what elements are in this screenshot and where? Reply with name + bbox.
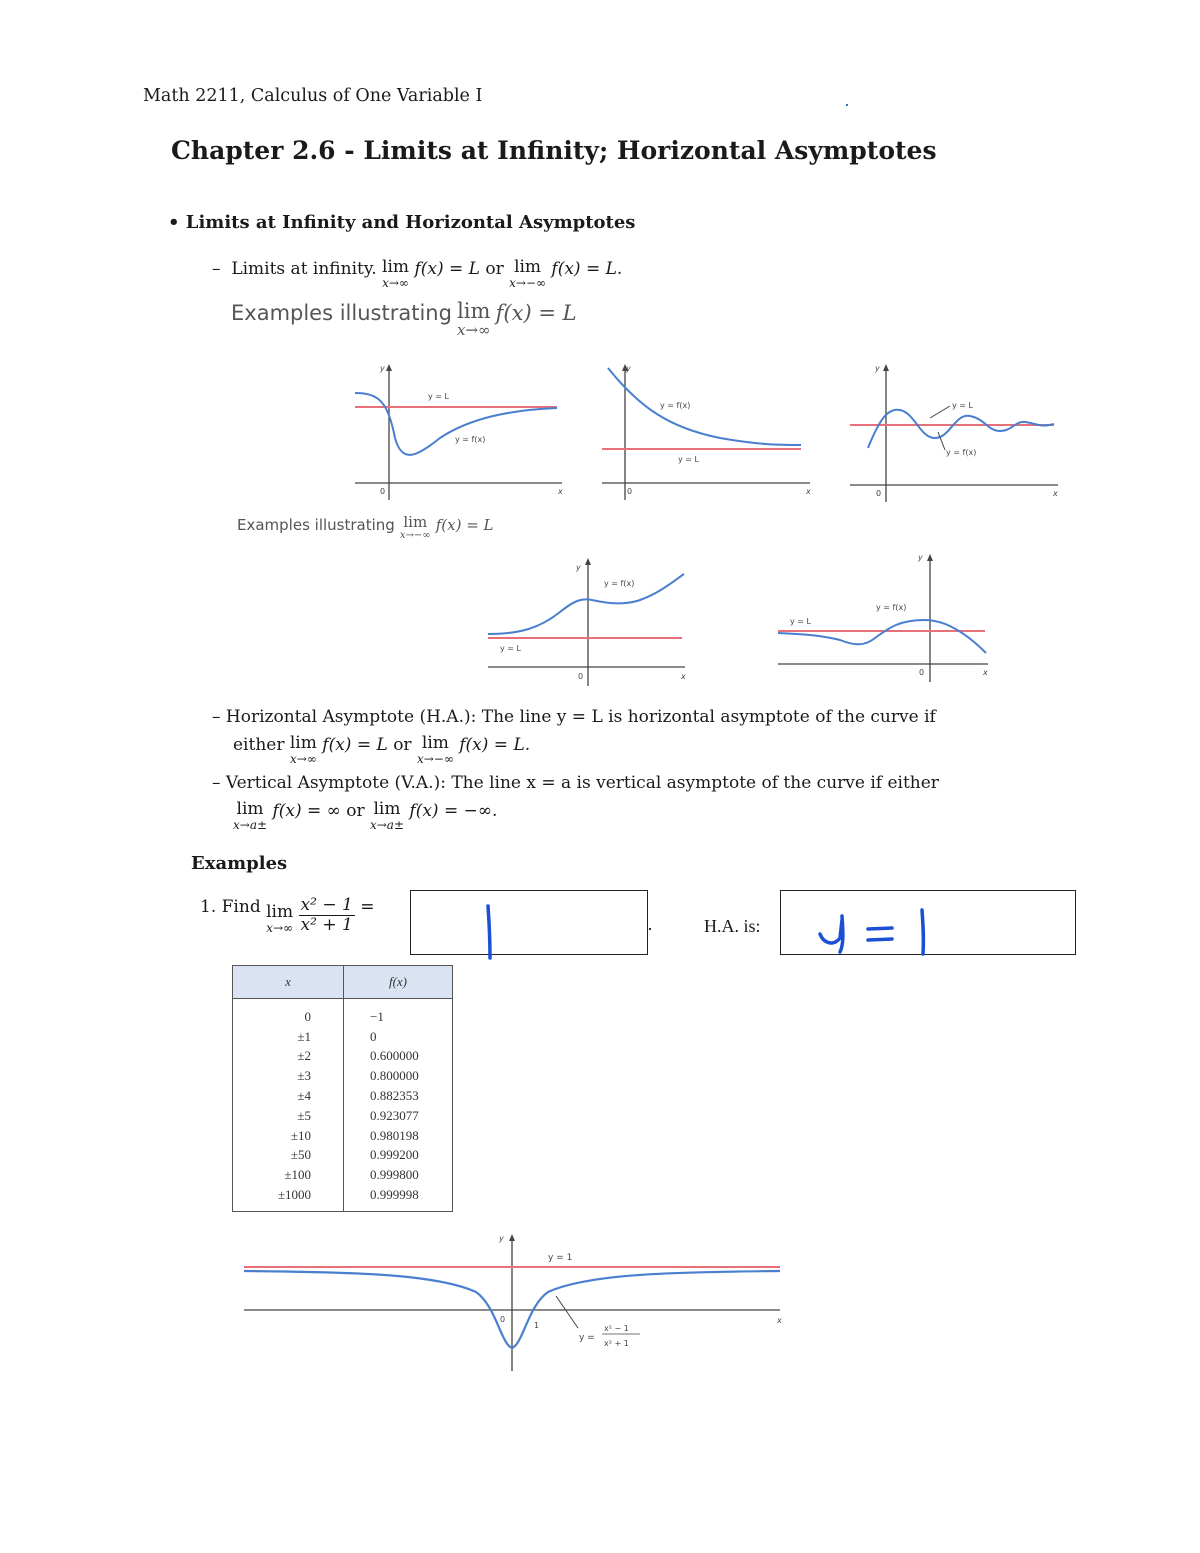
graph-c bbox=[850, 364, 1058, 502]
graph-example-1 bbox=[236, 1226, 796, 1376]
ha-label: H.A. is: bbox=[704, 916, 761, 936]
table-row: ±1000 0.999998 bbox=[233, 1185, 453, 1211]
svg-text:y: y bbox=[380, 364, 385, 373]
graphs-pos-inf bbox=[340, 358, 1070, 508]
table-row: 0 −1 bbox=[233, 999, 453, 1027]
svg-text:1: 1 bbox=[534, 1321, 540, 1330]
examples-heading: Examples bbox=[191, 853, 288, 874]
svg-text:y = L: y = L bbox=[790, 617, 811, 626]
chapter-title: Chapter 2.6 - Limits at Infinity; Horizontal Asymptotes bbox=[171, 136, 937, 165]
va-definition-2: lim x→a± f(x) = ∞ or lim x→a± f(x) = −∞. bbox=[233, 799, 498, 832]
svg-text:0: 0 bbox=[627, 487, 633, 496]
table-row: ±3 0.800000 bbox=[233, 1066, 453, 1086]
table-row: ±4 0.882353 bbox=[233, 1086, 453, 1106]
svg-text:y: y bbox=[875, 364, 880, 373]
examples-neg-inf-label: Examples illustrating lim x→−∞ f(x) = L bbox=[237, 513, 494, 541]
graphs-neg-inf bbox=[480, 550, 1000, 690]
bullet-icon: • bbox=[168, 212, 186, 233]
example-1-question: 1. Find lim x→∞ $\frac{\text{x² − 1}}{\text{x² + 1}}$ = bbox=[200, 895, 375, 935]
svg-text:0: 0 bbox=[380, 487, 386, 496]
graph-e bbox=[778, 553, 988, 682]
svg-text:y: y bbox=[626, 364, 631, 373]
ha-definition-2: either lim x→∞ f(x) = L or lim x→−∞ f(x) = L. bbox=[233, 733, 531, 766]
svg-text:0: 0 bbox=[500, 1315, 506, 1324]
svg-text:y: y bbox=[576, 563, 581, 572]
svg-text:y =: y = bbox=[579, 1333, 595, 1343]
svg-text:1: 1 bbox=[470, 892, 471, 893]
svg-text:x: x bbox=[983, 668, 988, 677]
table-row: ±2 0.600000 bbox=[233, 1047, 453, 1067]
values-table bbox=[232, 965, 453, 1212]
svg-text:x² − 1: x² − 1 bbox=[604, 1324, 629, 1333]
table-row: ±10 0.980198 bbox=[233, 1126, 453, 1146]
handwritten-ha-answer bbox=[810, 896, 950, 958]
header-dot bbox=[846, 104, 848, 106]
table-row: ±50 0.999200 bbox=[233, 1146, 453, 1166]
answer-box[interactable] bbox=[410, 890, 648, 955]
graph-d bbox=[488, 558, 686, 686]
svg-text:y = L: y = L bbox=[678, 455, 699, 464]
svg-text:y = f(x): y = f(x) bbox=[604, 579, 635, 588]
svg-text:y = L: y = L bbox=[952, 401, 973, 410]
table-header-fx: f(x) bbox=[344, 966, 453, 999]
limits-definition: – Limits at infinity. lim x→∞ f(x) = L or lim x→−∞ f(x) = L. bbox=[212, 257, 623, 290]
table-row: ±5 0.923077 bbox=[233, 1106, 453, 1126]
table-row: ±1 0 bbox=[233, 1027, 453, 1047]
dash-icon: – bbox=[212, 707, 226, 727]
svg-text:0: 0 bbox=[876, 489, 882, 498]
svg-text:0: 0 bbox=[578, 672, 584, 681]
svg-text:y = L: y = L bbox=[428, 392, 449, 401]
svg-text:0: 0 bbox=[919, 668, 925, 677]
examples-pos-inf-label: Examples illustrating lim x→∞ f(x) = L bbox=[231, 299, 577, 339]
table-row: ±100 0.999800 bbox=[233, 1165, 453, 1185]
svg-text:x: x bbox=[1053, 489, 1058, 498]
svg-text:y = f(x): y = f(x) bbox=[660, 401, 691, 410]
svg-text:y = f(x): y = f(x) bbox=[876, 603, 907, 612]
svg-text:x: x bbox=[806, 487, 811, 496]
svg-text:x: x bbox=[558, 487, 563, 496]
va-definition: – Vertical Asymptote (V.A.): The line x = a is vertical asymptote of the curve if either bbox=[212, 773, 939, 793]
svg-text:y = L: y = L bbox=[500, 644, 521, 653]
graph-b bbox=[602, 364, 811, 500]
graph-a bbox=[355, 364, 563, 500]
answer-dot bbox=[649, 928, 651, 930]
handwritten-answer bbox=[470, 892, 510, 962]
svg-text:y = f(x): y = f(x) bbox=[455, 435, 486, 444]
svg-text:x: x bbox=[777, 1316, 782, 1325]
svg-text:y = 1: y = 1 bbox=[810, 896, 813, 897]
svg-text:x² + 1: x² + 1 bbox=[604, 1339, 629, 1348]
table-header-x: x bbox=[233, 966, 344, 999]
svg-text:y = f(x): y = f(x) bbox=[946, 448, 977, 457]
ha-definition: – Horizontal Asymptote (H.A.): The line y = L is horizontal asymptote of the curve if bbox=[212, 707, 936, 727]
svg-text:x: x bbox=[681, 672, 686, 681]
svg-text:y = 1: y = 1 bbox=[548, 1253, 573, 1263]
dash-icon: – bbox=[212, 773, 226, 793]
dash-icon: – bbox=[212, 259, 226, 279]
svg-text:y: y bbox=[499, 1234, 504, 1243]
course-header: Math 2211, Calculus of One Variable I bbox=[143, 86, 483, 106]
svg-text:y: y bbox=[918, 553, 923, 562]
section-bullet: • Limits at Infinity and Horizontal Asymptotes bbox=[168, 212, 636, 233]
